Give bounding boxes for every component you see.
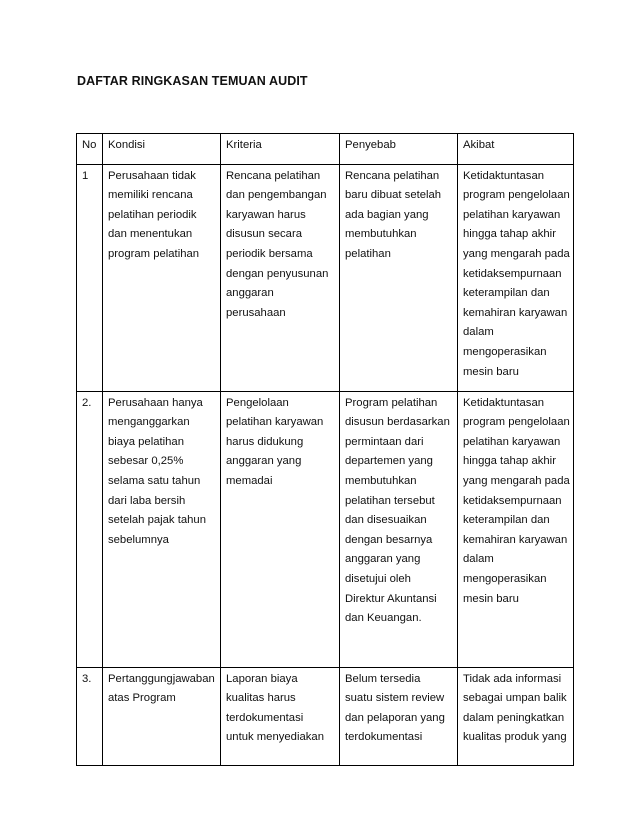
cell-text-line: disusun secara [226,228,302,241]
table-header-row [77,134,574,165]
cell-text-line: Program pelatihan [345,396,438,409]
cell-text-line: harus didukung [226,435,304,448]
cell-text-line: Direktur Akuntansi [345,592,437,605]
header-kondisi: Kondisi [103,134,221,165]
cell-text-line: dan pengembangan [226,189,327,202]
cell-text-line: selama satu tahun [108,474,201,487]
cell-text-line: karyawan harus [226,208,306,221]
cell-text-line: pelatihan [345,247,391,260]
cell-text-line: dan menentukan [108,228,193,241]
cell-text-line: sebelumnya [108,533,169,546]
header-penyebab: Penyebab [340,134,458,165]
cell-text-line: dengan besarnya [345,533,433,546]
cell-akibat [458,164,574,391]
cell-text-line: anggaran yang [226,455,302,468]
cell-penyebab [340,667,458,765]
table-row [77,667,574,765]
cell-text-line: terdokumentasi [345,731,423,744]
cell-text-line: Pertanggungjawaban [108,672,215,685]
cell-text-line: kualitas produk yang [463,731,567,744]
cell-text-line: Belum tersedia [345,672,421,685]
cell-text-line: ketidaksempurnaan [463,267,562,280]
cell-text-line: program pengelolaan [463,189,570,202]
page-title: DAFTAR RINGKASAN TEMUAN AUDIT [77,74,308,88]
cell-no: 1 [77,164,103,391]
cell-text-line: pelatihan karyawan [226,416,324,429]
cell-text-line: dan pelaporan yang [345,711,445,724]
cell-text-line: dan disesuaikan [345,514,427,527]
cell-text-line: dari laba bersih [108,494,186,507]
cell-text-line: Pengelolaan [226,396,289,409]
cell-text-line: permintaan dari [345,435,424,448]
cell-text-line: program pelatihan [108,247,200,260]
cell-text-line: sebesar 0,25% [108,455,184,468]
cell-text-line: perusahaan [226,306,286,319]
cell-text-line: memiliki rencana [108,189,193,202]
cell-text-line: memadai [226,474,273,487]
cell-text-line: untuk menyediakan [226,731,324,744]
cell-text-line: Perusahaan hanya [108,396,203,409]
header-no: No [77,134,103,165]
cell-text-line: sebagai umpan balik [463,692,567,705]
cell-text-line: Rencana pelatihan [345,169,440,182]
cell-text-line: mesin baru [463,592,519,605]
cell-kriteria [221,667,340,765]
cell-text-line: yang mengarah pada [463,247,570,260]
cell-text-line: hingga tahap akhir [463,228,556,241]
cell-kondisi [103,667,221,765]
cell-text-line: departemen yang [345,455,433,468]
cell-text-line: pelatihan karyawan [463,435,561,448]
cell-text-line: pelatihan karyawan [463,208,561,221]
cell-text-line: Perusahaan tidak [108,169,196,182]
cell-text-line: baru dibuat setelah [345,189,442,202]
cell-text-line: Ketidaktuntasan [463,396,545,409]
cell-text-line: yang mengarah pada [463,474,570,487]
cell-text-line: menganggarkan [108,416,190,429]
cell-text-line: kemahiran karyawan [463,533,568,546]
cell-text-line: pelatihan tersebut [345,494,435,507]
cell-text-line: kualitas harus [226,692,296,705]
cell-text-line: keterampilan dan [463,287,550,300]
cell-text-line: pelatihan periodik [108,208,197,221]
table-row [77,164,574,391]
cell-kondisi [103,164,221,391]
cell-text-line: kemahiran karyawan [463,306,568,319]
cell-akibat [458,667,574,765]
audit-findings-table [76,133,574,766]
cell-text-line: setelah pajak tahun [108,514,206,527]
cell-kriteria [221,164,340,391]
cell-kondisi [103,391,221,667]
cell-text-line: disetujui oleh [345,572,411,585]
cell-text-line: disusun berdasarkan [345,416,450,429]
cell-text-line: atas Program [108,692,176,705]
cell-text-line: periodik bersama [226,247,313,260]
cell-text-line: ada bagian yang [345,208,429,221]
cell-text-line: Ketidaktuntasan [463,169,545,182]
cell-text-line: Laporan biaya [226,672,298,685]
cell-text-line: keterampilan dan [463,514,550,527]
header-akibat: Akibat [458,134,574,165]
cell-text-line: Rencana pelatihan [226,169,321,182]
cell-text-line: terdokumentasi [226,711,304,724]
cell-text-line: mesin baru [463,365,519,378]
cell-no: 2. [77,391,103,667]
cell-text-line: membutuhkan [345,474,417,487]
cell-text-line: ketidaksempurnaan [463,494,562,507]
cell-text-line: dalam [463,326,494,339]
cell-text-line: mengoperasikan [463,572,547,585]
cell-no: 3. [77,667,103,765]
cell-text-line: program pengelolaan [463,416,570,429]
cell-akibat [458,391,574,667]
cell-text-line: biaya pelatihan [108,435,185,448]
cell-text-line: dalam peningkatkan [463,711,565,724]
cell-kriteria [221,391,340,667]
cell-text-line: dalam [463,553,494,566]
cell-text-line: dan Keuangan. [345,612,422,625]
cell-text-line: dengan penyusunan [226,267,329,280]
header-kriteria: Kriteria [221,134,340,165]
cell-text-line: suatu sistem review [345,692,445,705]
cell-text-line: membutuhkan [345,228,417,241]
cell-text-line: anggaran yang [345,553,421,566]
table-row [77,391,574,667]
cell-text-line: Tidak ada informasi [463,672,562,685]
cell-penyebab [340,391,458,667]
cell-penyebab [340,164,458,391]
cell-text-line: hingga tahap akhir [463,455,556,468]
cell-text-line: mengoperasikan [463,345,547,358]
cell-text-line: anggaran [226,287,274,300]
